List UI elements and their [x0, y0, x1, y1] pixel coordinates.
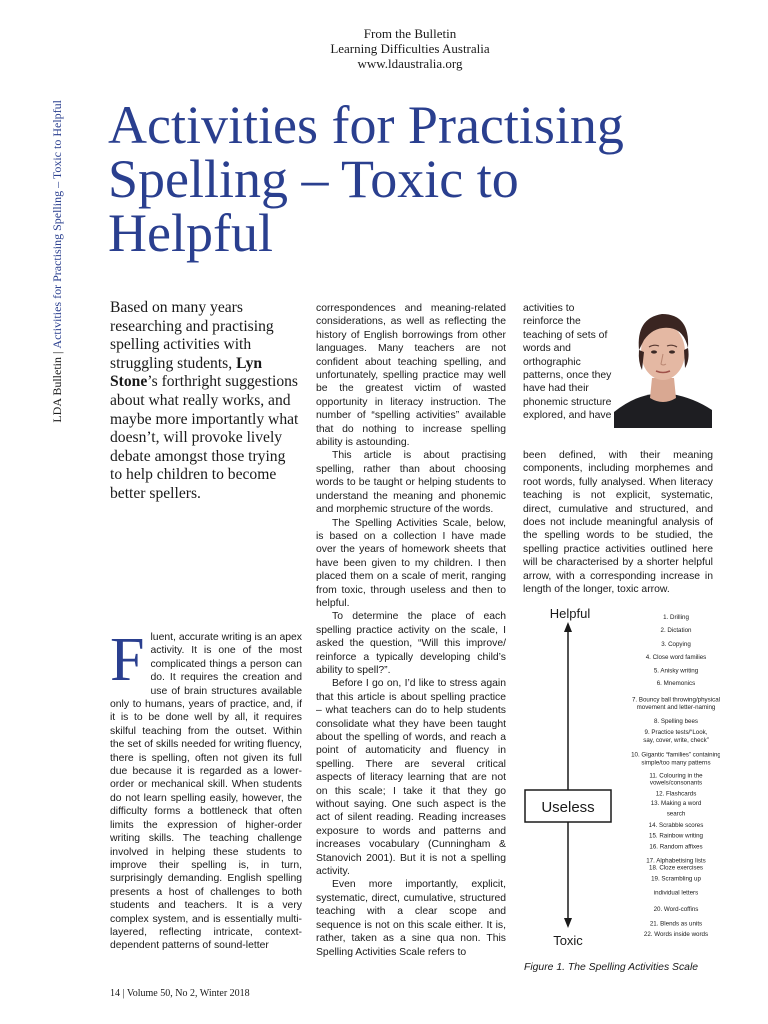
scale-item-label: 19. Scrambling up	[651, 875, 701, 883]
scale-item-label: vowels/consonants	[649, 779, 703, 787]
toxic-arrowhead	[564, 918, 572, 928]
scale-diagram	[520, 604, 720, 949]
article-title	[108, 95, 748, 263]
figure-caption: Figure 1. The Spelling Activities Scale	[524, 962, 699, 973]
paragraph: This article is about practising spelling, rather than about choosing words to be taught or helping students to understand the meaning and phonemic and morphemic structure of the words.	[316, 450, 506, 516]
paragraph: correspondences and meaning-related considerations, as well as reflecting the history of English borrowings from other languages. Many teachers are not confident about teaching spelling, and unfortunately, spelling practice may well be the greatest victim of wasted opportunity in literacy instruction. The number of “spelling activities” available that do nothing to increase spelling ability is astounding.	[316, 303, 506, 449]
scale-item-label: 15. Rainbow writing	[649, 832, 703, 840]
body-column-1	[110, 626, 302, 953]
scale-item-label: 5. Anisky writing	[653, 667, 699, 675]
label-toxic: Toxic	[553, 933, 583, 948]
scale-item-label: search	[666, 810, 686, 818]
scale-item-label: 4. Close word families	[645, 653, 707, 661]
scale-item-label: 22. Words inside words	[643, 931, 709, 938]
running-head-bulletin: LDA Bulletin	[50, 356, 64, 423]
scale-item-label: 17. Alphabetising lists	[646, 857, 706, 865]
author-name: Lyn Stone	[110, 354, 263, 391]
paragraph: been defined, with their meaning components, including morphemes and root words, fully analysed. When literacy teaching is not explicit, systematic, direct, cumulative and structured, and does not include meaningful analysis of the spelling words to be studied, the spelling practice activities outlined here will be characterised by a shorter helpful arrow, with a corresponding increase in length of the longer, toxic arrow.	[523, 450, 713, 596]
scale-item-label: 7. Bouncy ball throwing/physical	[631, 696, 720, 704]
scale-item-label: 12. Flashcards	[655, 790, 697, 798]
paragraph: To determine the place of each spelling practice activity on the scale, I asked the question, “Will this improve/ reinforce a typically developing child’s ability to spell?”.	[316, 611, 506, 676]
paragraph: The Spelling Activities Scale, below, is based on a collection I have made over the years of homework sheets that have been given to my children. I then placed them on a scale of merit, ranging from toxic, through useless and then to helpful.	[316, 517, 506, 609]
masthead	[300, 26, 520, 71]
scale-item-label: 10. Gigantic “families” containing	[631, 751, 720, 759]
title-line: Spelling – Toxic to	[108, 149, 519, 209]
paragraph: Before I go on, I’d like to stress again that this article is about spelling practice – what teachers can do to help students consolidate what they have been taught about the spelling of words, and reach a point of automaticity and fluency in spelling. There are several critical aspects of literacy learning that are not on this scale; I take it that they go without saying. One such aspect is the act of silent reading. Reading increases exposure to words and patterns and increases vocabulary (Cunningham & Stanovich 2001). But it is not a spelling activity.	[316, 678, 506, 878]
body-column-3-bottom	[523, 449, 713, 596]
scale-item-label: 18. Cloze exercises	[649, 864, 703, 872]
scale-item-label: say, cover, write, check”	[643, 737, 709, 744]
scale-item-label: 6. Mnemonics	[656, 679, 696, 687]
scale-item-label: 9. Practice tests/“Look,	[644, 729, 708, 737]
drop-cap: F	[110, 626, 145, 694]
scale-item-label: 3. Copying	[661, 640, 691, 648]
scale-item-label: 2. Dictation	[660, 627, 692, 634]
scale-item-label: 20. Word-coffins	[653, 905, 699, 913]
scale-item-label: 8. Spelling bees	[653, 717, 699, 725]
author-portrait-image	[614, 300, 712, 428]
label-helpful: Helpful	[549, 606, 591, 621]
standfirst-text: Based on many years researching and practising spelling activities with struggling students,	[110, 299, 274, 372]
body-column-2	[316, 302, 506, 959]
scale-item-label: movement and letter-naming	[636, 704, 716, 712]
title-line: Activities for Practising	[108, 95, 624, 155]
page-footer: 14 | Volume 50, No 2, Winter 2018	[110, 988, 250, 999]
scale-item-label: 13. Making a word	[650, 800, 702, 808]
body-column-3-top	[523, 302, 613, 423]
running-head-separator: |	[50, 351, 64, 354]
paragraph-text: luent, accurate writing is an apex activity. It is one of the most complicated things a person can do. It requires the creation and use of brain structures available only to humans, years of practice, and, if it is to be done well by all, it requires skilful teaching from the outset. Within the set of skills needed for writing fluency, there is spelling, often not given its full due because it is regarded as a lower-order or mechanical skill. When students do not learn spelling easily, however, the difficulty forms a bottleneck that often limits the expression of higher-order writing skills. The teaching challenge involved in helping these students to improve their spelling is, in turn, surprisingly demanding. English spelling presents a host of challenges to both students and teachers. It is a very complex system, and is essentially multi-layered, reflecting intricate, context-dependent patterns of sound-letter	[110, 632, 302, 952]
masthead-line: Learning Difficulties Australia	[330, 41, 490, 56]
helpful-arrowhead	[564, 622, 572, 632]
scale-item-label: 16. Random affixes	[649, 843, 703, 851]
standfirst-text: ’s forthright suggestions about what really works, and maybe more importantly what doesn’t, will provoke lively debate amongst those trying to help children to become better spellers.	[110, 373, 299, 502]
label-useless: Useless	[541, 799, 595, 816]
paragraph	[110, 626, 302, 953]
title-line: Helpful	[108, 203, 273, 263]
scale-item-label: 11. Colouring in the	[649, 772, 703, 780]
scale-item-label: 1. Drilling	[663, 614, 689, 621]
paragraph: activities to reinforce the teaching of sets of words and orthographic patterns, once they have had their phonemic structure explored, and have	[523, 303, 612, 422]
masthead-line: From the Bulletin	[363, 26, 457, 41]
scale-item-label: 21. Blends as units	[649, 920, 703, 928]
standfirst	[110, 299, 300, 504]
scale-items	[631, 614, 720, 938]
scale-item-label: 14. Scrabble scores	[648, 821, 704, 829]
spelling-activities-scale-figure	[520, 604, 720, 949]
paragraph: Even more importantly, explicit, systematic, direct, cumulative, structured teaching with a clear scope and sequence is not on this scale either. It is, rather, taken as a sine qua non. This Spelling Activities Scale refers to	[316, 879, 506, 958]
scale-item-label: individual letters	[653, 889, 699, 897]
side-running-head	[49, 100, 65, 460]
author-photo	[614, 300, 712, 428]
scale-item-label: simple/too many patterns	[641, 759, 711, 767]
masthead-url: www.ldaustralia.org	[357, 56, 463, 71]
running-head-title: Activities for Practising Spelling – Toxic to Helpful	[50, 100, 64, 349]
